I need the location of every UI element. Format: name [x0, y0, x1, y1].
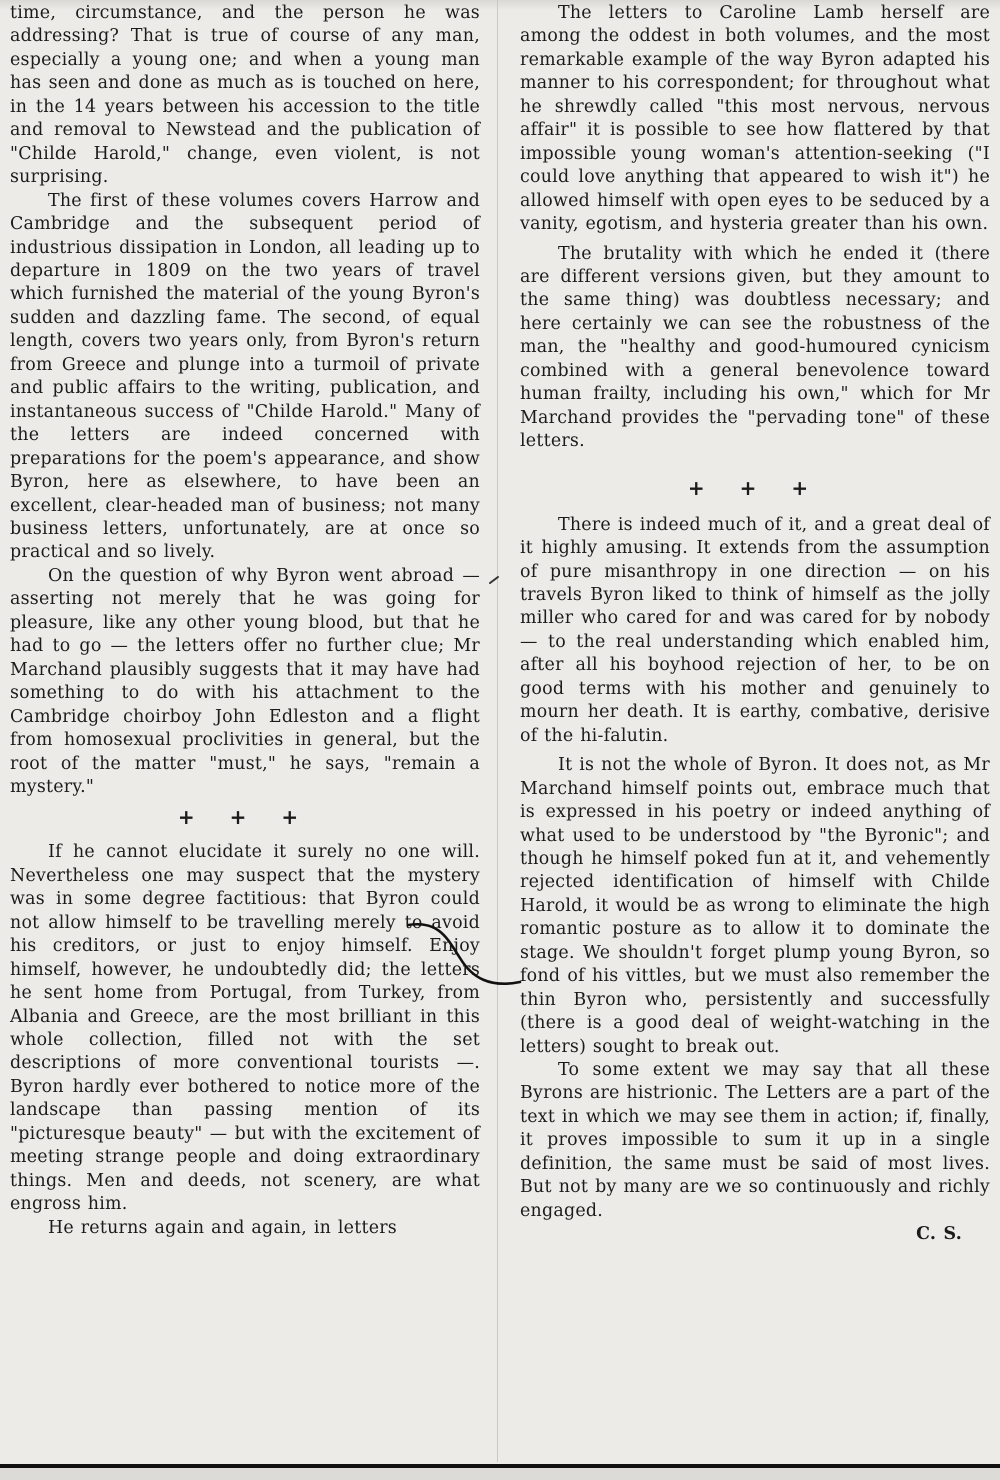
paragraph: The letters to Caroline Lamb herself are among the oddest in both volumes, and the most remarkable example of the way Byron adapted his manner to his correspondent; for throughout what he shrewdly called "this most nervous, nervous affair" it is possible to see how flattered by that impossible young woman's attention-seeking ("I could love anything that appeared to wish it") he allowed himself with open eyes to be seduced by a vanity, egotism, and hysteria greater than his own. — [520, 3, 990, 235]
paragraph: There is indeed much of it, and a great deal of it highly amusing. It extends from the assumption of pure misanthropy in one direction — on his travels Byron liked to think of himself as the jolly miller who cared for and was cared for by nobody — to the real understanding which enabled him, after all his boyhood rejection of her, to be on good terms with his mother and genuinely to mourn her death. It is earthy, combative, derisive of the hi-falutin. — [520, 514, 990, 746]
paragraph-continued: time, circumstance, and the person he was addressing? That is true of course of any man, especially a young one; and when a young man has seen and done as much as is touched on here, in the 14 years between his accession to the title and removal to Newstead and the publication of "Childe Harold," change, even violent, is not surprising. — [10, 3, 480, 188]
paragraph: If he cannot elucidate it surely no one will. Nevertheless one may suspect that the mystery was in some degree factitious: that Byron could not allow himself to be travelling merely to avoid his creditors, or just to enjoy himself. Enjoy himself, however, he undoubtedly did; the letters he sent home from Portugal, from Turkey, from Albania and Greece, are the most brilliant in this whole collection, filled not with the set descriptions of more conventional tourists —. Byron hardly ever bothered to notice more of the landscape than passing mention of its "picturesque beauty" — but with the excitement of meeting strange people and doing extraordinary things. Men and deeds, not scenery, are what engross him. — [10, 842, 480, 1215]
paragraph: The first of these volumes covers Harrow and Cambridge and the subsequent period of industrious dissipation in London, all leading up to departure in 1809 on the two years of travel which furnished the material of the young Byron's sudden and dazzling fame. The second, of equal length, covers two years only, from Byron's return from Greece and plunge into a turmoil of private and public affairs to the writing, publication, and instantaneous success of "Childe Harold." Many of the letters are indeed concerned with preparations for the poem's appearance, and show Byron, here as elsewhere, to have been an excellent, clear-headed man of business; not many business letters, unfortunately, are at once so practical and so lively. — [10, 190, 480, 563]
signature-line — [520, 1223, 990, 1246]
paragraph: To some extent we may say that all these Byrons are histrionic. The Letters are a part of the text in which we may see them in action; if, finally, it proves impossible to sum it up in a single definition, the same must be said of most lives. But not by many are we so continuously and richly engaged. — [520, 1060, 990, 1221]
paragraph: The brutality with which he ended it (there are different versions given, but they amount to the same thing) was doubtless necessary; and here certainly we can see the robustness of the man, the "healthy and good-humoured cynicism combined with a general benevolence toward human frailty, including his own," which for Mr Marchand provides the "pervading tone" of these letters. — [520, 243, 990, 452]
paragraph: On the question of why Byron went abroad — asserting not merely that he was going for pleasure, like any other young blood, but that he had to go — the letters offer no further clue; Mr Marchand plausibly suggests that it may have had something to do with his attachment to the Cambridge choirboy John Edleston and a flight from homosexual proclivities in general, but the root of the matter "must," he says, "remain a mystery." — [10, 565, 480, 797]
page-bottom-margin — [0, 1468, 1000, 1480]
left-column — [10, 2, 480, 1240]
paragraph: It is not the whole of Byron. It does not, as Mr Marchand himself points out, embrace much that is expressed in his poetry or indeed anything of what used to be understood by "the Byronic"; and though he himself poked fun at it, and vehemently rejected identification of himself with Childe Harold, it would be as wrong to eliminate the high romantic posture as to allow it to dominate the stage. We shouldn't forget plump young Byron, so fond of his vittles, but we must also remember the thin Byron who, persistently and successfully (there is a good deal of weight-watching in the letters) sought to break out. — [520, 755, 990, 1057]
column-divider — [497, 0, 498, 1462]
right-column — [520, 2, 990, 1247]
section-break-ornament: + + + — [687, 475, 823, 500]
paragraph-truncated: He returns again and again, in letters — [48, 1217, 397, 1238]
section-break-ornament: + + + — [177, 805, 313, 830]
author-initials: C. S. — [916, 1224, 962, 1245]
